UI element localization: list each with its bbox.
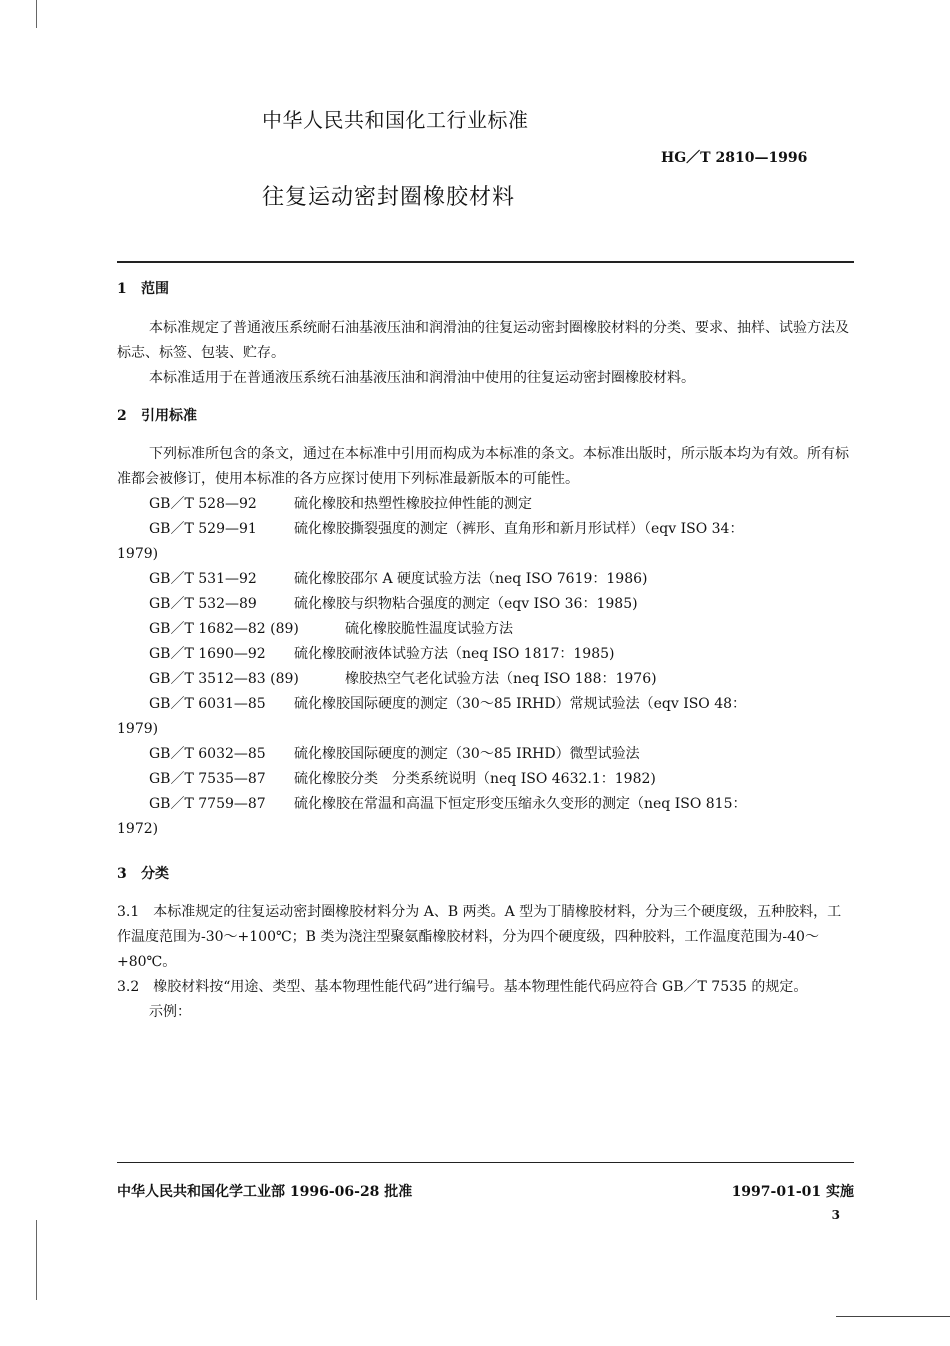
reference-title: 硫化橡胶国际硬度的测定（30～85 IRHD）常规试验法（eqv ISO 48： <box>294 696 747 712</box>
reference-item <box>117 792 854 817</box>
footer-divider <box>117 1162 854 1163</box>
reference-title: 硫化橡胶分类 分类系统说明（neq ISO 4632.1：1982) <box>294 771 656 787</box>
reference-continuation: 1979) <box>117 721 159 737</box>
reference-code: GB／T 3512—83 (89) <box>149 671 299 687</box>
section-title: 范围 <box>141 281 169 297</box>
reference-item <box>117 742 854 767</box>
scan-margin-line <box>36 0 37 28</box>
organization-standard-heading: 中华人民共和国化工行业标准 <box>262 108 529 132</box>
reference-title: 硫化橡胶邵尔 A 硬度试验方法（neq ISO 7619：1986) <box>294 571 648 587</box>
section-3-heading <box>117 863 169 883</box>
reference-title: 硫化橡胶在常温和高温下恒定形变压缩永久变形的测定（neq ISO 815： <box>294 796 747 812</box>
reference-code: GB／T 528—92 <box>149 496 257 512</box>
reference-code: GB／T 1690—92 <box>149 646 266 662</box>
reference-code: GB／T 1682—82 (89) <box>149 621 299 637</box>
reference-item <box>117 617 854 642</box>
reference-item <box>117 492 854 517</box>
reference-title: 硫化橡胶和热塑性橡胶拉伸性能的测定 <box>294 496 532 512</box>
reference-continuation: 1979) <box>117 546 159 562</box>
section-2-heading <box>117 405 197 425</box>
clause-3-2 <box>117 975 854 1000</box>
section-number: 3 <box>117 866 127 882</box>
approval-statement: 中华人民共和国化学工业部 1996-06-28 批准 <box>117 1184 413 1200</box>
reference-item <box>117 642 854 667</box>
reference-item <box>117 692 854 717</box>
reference-title: 橡胶热空气老化试验方法（neq ISO 188：1976) <box>345 671 657 687</box>
reference-continuation: 1972) <box>117 821 159 837</box>
scan-margin-line <box>36 1220 37 1300</box>
reference-title: 硫化橡胶耐液体试验方法（neq ISO 1817：1985) <box>294 646 615 662</box>
clause-number: 3.2 <box>117 979 140 995</box>
effective-date: 1997-01-01 实施 <box>731 1184 854 1200</box>
clause-3-1 <box>117 900 854 975</box>
paragraph: 本标准适用于在普通液压系统石油基液压油和润滑油中使用的往复运动密封圈橡胶材料。 <box>149 370 695 386</box>
reference-title: 硫化橡胶撕裂强度的测定（裤形、直角形和新月形试样）（eqv ISO 34： <box>294 521 744 537</box>
section-1-heading <box>117 278 169 298</box>
reference-code: GB／T 529—91 <box>149 521 257 537</box>
scan-edge-line <box>836 1316 950 1317</box>
page-number: 3 <box>831 1208 840 1222</box>
reference-code: GB／T 7535—87 <box>149 771 266 787</box>
reference-item <box>117 567 854 592</box>
reference-list <box>117 492 854 842</box>
section-3-body <box>117 900 854 1025</box>
reference-item <box>117 667 854 692</box>
reference-item <box>117 767 854 792</box>
top-divider <box>117 261 854 263</box>
clause-number: 3.1 <box>117 904 140 920</box>
reference-code: GB／T 7759—87 <box>149 796 266 812</box>
section-title: 分类 <box>141 866 169 882</box>
reference-item <box>117 592 854 617</box>
standard-code: HG／T 2810—1996 <box>661 150 808 166</box>
reference-code: GB／T 6032—85 <box>149 746 266 762</box>
section-2-body <box>117 442 854 842</box>
clause-text: 本标准规定的往复运动密封圈橡胶材料分为 A、B 两类。A 型为丁腈橡胶材料，分为三个硬度级，五种胶料，工作温度范围为-30～+100℃；B 类为浇注型聚氨酯橡胶材料，分为四个硬度级，四种胶料，工作温度范围为-40～+80℃。 <box>117 904 842 970</box>
reference-title: 硫化橡胶脆性温度试验方法 <box>345 621 513 637</box>
section-number: 2 <box>117 408 127 424</box>
clause-text: 橡胶材料按“用途、类型、基本物理性能代码”进行编号。基本物理性能代码应符合 GB／T 7535 的规定。 <box>153 979 808 995</box>
reference-code: GB／T 532—89 <box>149 596 257 612</box>
reference-code: GB／T 6031—85 <box>149 696 266 712</box>
example-label: 示例： <box>149 1004 191 1020</box>
reference-item <box>117 517 854 542</box>
document-title: 往复运动密封圈橡胶材料 <box>262 185 516 210</box>
section-title: 引用标准 <box>141 408 197 424</box>
section-1-body <box>117 316 854 391</box>
section-number: 1 <box>117 281 127 297</box>
reference-code: GB／T 531—92 <box>149 571 257 587</box>
reference-title: 硫化橡胶国际硬度的测定（30～85 IRHD）微型试验法 <box>294 746 640 762</box>
paragraph: 下列标准所包含的条文，通过在本标准中引用而构成为本标准的条文。本标准出版时，所示版本均为有效。所有标准都会被修订，使用本标准的各方应探讨使用下列标准最新版本的可能性。 <box>117 446 849 487</box>
paragraph: 本标准规定了普通液压系统耐石油基液压油和润滑油的往复运动密封圈橡胶材料的分类、要求、抽样、试验方法及标志、标签、包装、贮存。 <box>117 320 849 361</box>
reference-title: 硫化橡胶与织物粘合强度的测定（eqv ISO 36：1985) <box>294 596 638 612</box>
